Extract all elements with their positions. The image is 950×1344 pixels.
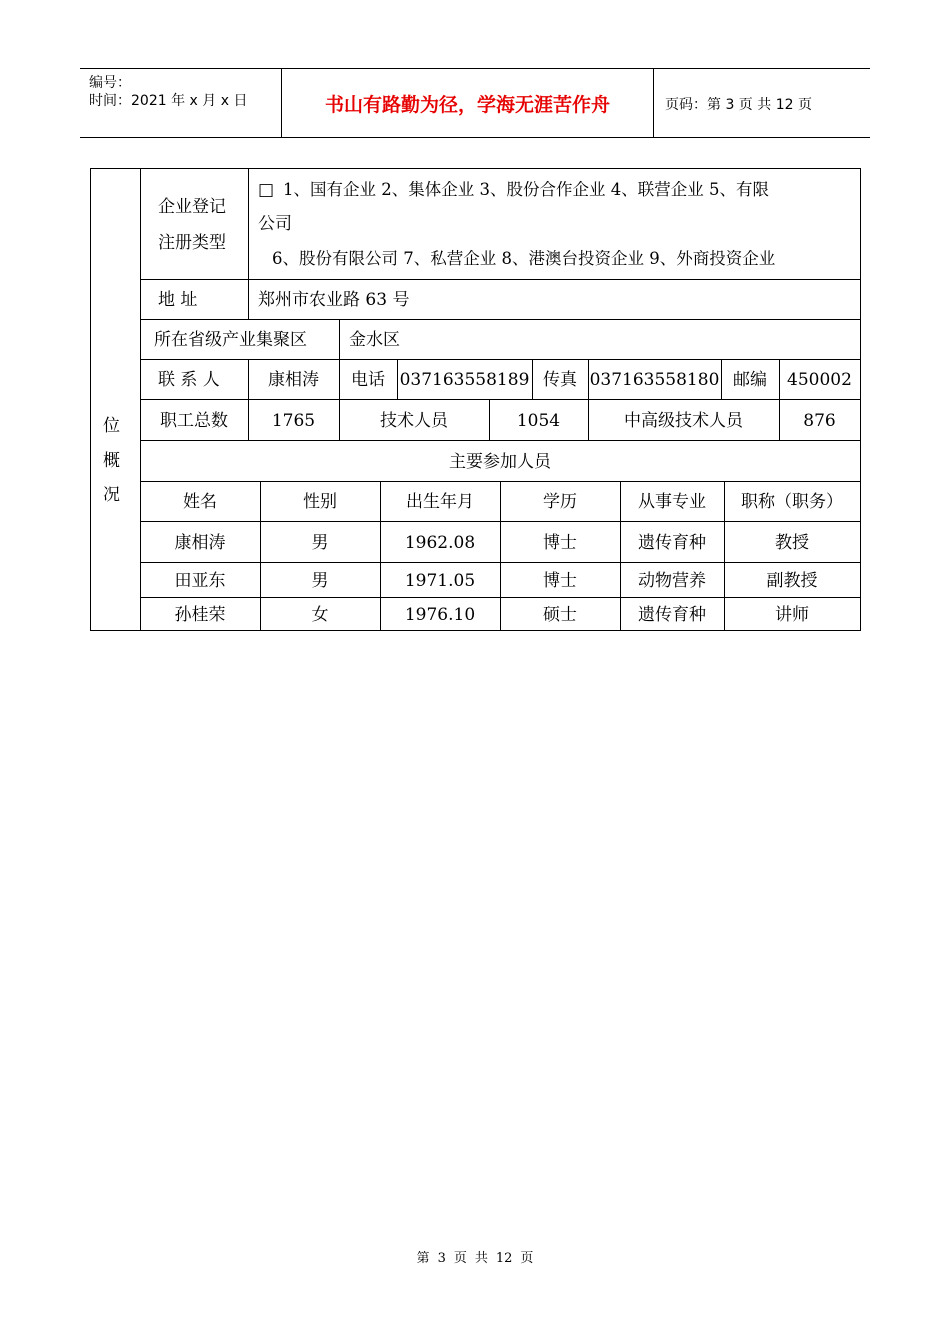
table-cell: 博士 <box>543 571 577 591</box>
table-divider <box>140 481 860 482</box>
registration-options: 公司 <box>258 214 292 234</box>
enterprise-info-table <box>90 168 861 631</box>
side-label-char: 概 <box>103 451 120 471</box>
address-value: 郑州市农业路 63 号 <box>258 290 410 310</box>
table-divider <box>140 319 860 320</box>
table-cell: 1962.08 <box>404 533 476 553</box>
table-divider <box>339 319 340 359</box>
side-label-char: 况 <box>103 485 120 505</box>
registration-label: 注册类型 <box>158 233 226 253</box>
footer-total-unit: 页 <box>520 1251 534 1266</box>
header-motto: 书山有路勤为径，学海无涯苦作舟 <box>282 69 654 137</box>
column-header: 学历 <box>543 492 577 512</box>
staff-total-value: 1765 <box>271 411 316 431</box>
zip-label: 邮编 <box>733 370 767 390</box>
header-meta <box>80 69 282 137</box>
table-cell: 田亚东 <box>174 571 226 591</box>
fax-value: 037163558180 <box>589 370 720 390</box>
cluster-label: 所在省级产业集聚区 <box>154 330 307 350</box>
table-cell: 讲师 <box>775 605 809 625</box>
fax-label: 传真 <box>543 370 577 390</box>
side-label-char: 位 <box>103 416 120 436</box>
page-footer <box>0 1247 950 1266</box>
table-cell: 博士 <box>543 533 577 553</box>
registration-options: 1、国有企业 2、集体企业 3、股份合作企业 4、联营企业 5、有限 <box>283 180 769 199</box>
table-cell: 遗传育种 <box>638 605 706 625</box>
table-cell: 孙桂荣 <box>174 605 226 625</box>
phone-label: 电话 <box>351 370 385 390</box>
table-divider <box>248 169 249 319</box>
cluster-value: 金水区 <box>349 330 400 350</box>
participants-title: 主要参加人员 <box>449 452 551 472</box>
column-header: 出生年月 <box>406 492 474 512</box>
table-cell: 教授 <box>775 533 809 553</box>
footer-page-word: 第 <box>416 1251 430 1266</box>
zip-value: 450002 <box>787 370 852 390</box>
footer-total-num: 12 <box>495 1251 513 1266</box>
footer-page-unit: 页 <box>453 1251 467 1266</box>
table-cell: 动物营养 <box>638 571 706 591</box>
table-cell: 硕士 <box>543 605 577 625</box>
staff-senior-label: 中高级技术人员 <box>624 411 743 431</box>
table-cell: 副教授 <box>766 571 818 591</box>
table-divider <box>140 597 860 598</box>
header-page-info: 页码：第 3 页 共 12 页 <box>665 97 812 113</box>
footer-page-num: 3 <box>437 1251 446 1266</box>
table-divider <box>140 521 860 522</box>
table-divider <box>140 562 860 563</box>
table-cell: 1976.10 <box>404 605 476 625</box>
staff-total-label: 职工总数 <box>160 411 228 431</box>
staff-senior-value: 876 <box>803 411 836 431</box>
contact-name: 康相涛 <box>268 370 319 390</box>
table-cell: 女 <box>311 605 329 625</box>
column-header: 职称（职务） <box>741 492 843 512</box>
table-cell: 男 <box>311 571 329 591</box>
table-divider <box>140 359 860 360</box>
page-header <box>80 68 870 138</box>
registration-options: 6、股份有限公司 7、私营企业 8、港澳台投资企业 9、外商投资企业 <box>272 249 776 268</box>
table-divider <box>140 440 860 441</box>
registration-label: 企业登记 <box>158 197 226 217</box>
table-cell: 康相涛 <box>174 533 226 553</box>
table-divider <box>140 279 860 280</box>
staff-tech-value: 1054 <box>516 411 561 431</box>
table-cell: 男 <box>311 533 329 553</box>
staff-tech-label: 技术人员 <box>380 411 448 431</box>
address-label: 地 址 <box>158 290 198 310</box>
table-cell: 遗传育种 <box>638 533 706 553</box>
time-label: 时间：2021 年 x 月 x 日 <box>89 93 248 109</box>
footer-total-word: 共 <box>474 1251 488 1266</box>
checkbox-icon[interactable]: □ <box>258 180 275 200</box>
phone-value: 037163558189 <box>399 370 530 390</box>
column-header: 从事专业 <box>638 492 706 512</box>
column-header: 性别 <box>303 492 337 512</box>
number-label: 编号： <box>89 75 131 91</box>
table-divider <box>140 399 860 400</box>
column-header: 姓名 <box>183 492 217 512</box>
contact-label: 联 系 人 <box>158 370 220 390</box>
table-cell: 1971.05 <box>404 571 476 591</box>
